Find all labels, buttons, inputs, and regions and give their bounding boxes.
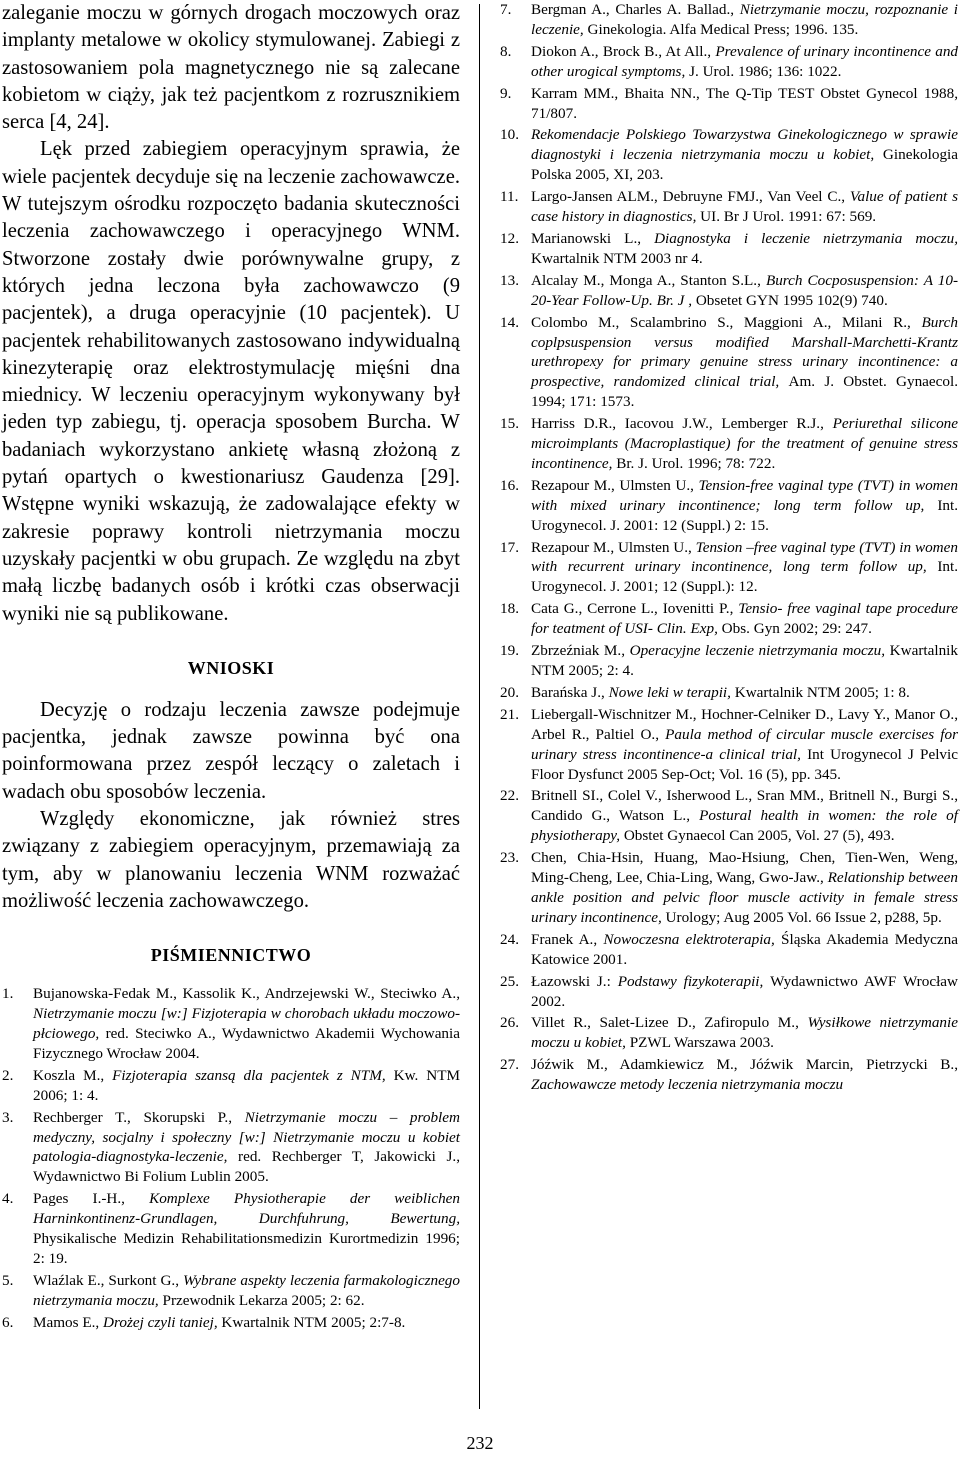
reference-source: Kwartalnik NTM 2005; 1: 8. (734, 683, 910, 701)
reference-item (500, 476, 958, 536)
reference-title: Paula method of circular muscle exercises for urinary stress incontinence-a clinical trial, (531, 725, 958, 763)
reference-title: Burch coplpsuspension versus modified Marshall-Marchetti-Krantz urethropexy for primary genuine stress urinary incontinence: a prospective, randomized clinical trial, (531, 313, 958, 391)
reference-source: Obstet Gynaecol Can 2005, Vol. 27 (5), 493. (623, 827, 895, 845)
reference-number: 24. (500, 930, 519, 948)
reference-title: Operacyjne leczenie nietrzymania moczu, (629, 642, 890, 660)
references-heading: PIŚMIENNICTWO (150, 945, 312, 966)
reference-number: 2. (2, 1066, 14, 1084)
reference-source: The Q-Tip TEST Obstet Gynecol 1988, 71/807. (531, 84, 958, 122)
reference-item (500, 705, 958, 785)
reference-item (500, 972, 958, 1012)
reference-source: UI. Br J Urol. 1991: 67: 569. (700, 208, 877, 226)
reference-number: 27. (500, 1056, 519, 1074)
reference-number: 26. (500, 1014, 519, 1032)
reference-authors: Łazowski J.: (531, 972, 618, 990)
reference-authors: Bergman A., Charles A. Ballad., (531, 1, 740, 18)
reference-number: 21. (500, 705, 519, 723)
reference-item (500, 1013, 958, 1053)
reference-number: 18. (500, 600, 519, 618)
reference-number: 4. (2, 1190, 14, 1208)
reference-item (500, 414, 958, 474)
reference-source: Kwartalnik NTM 2005; 2: 4. (531, 642, 958, 679)
reference-title: Diagnostyka i leczenie nietrzymania moczu, (654, 229, 958, 247)
reference-item (2, 1108, 460, 1188)
reference-title: Rekomendacje Polskiego Towarzystwa Ginekologicznego w sprawie diagnostyki i leczenia nietrzymania moczu u kobiet, (531, 126, 958, 164)
reference-source: Śląska Akademia Medyczna Katowice 2001. (531, 930, 958, 968)
reference-authors: Zbrzeźniak M., (531, 642, 630, 660)
reference-authors: Pages I.-H., (33, 1190, 150, 1208)
reference-item (500, 1055, 958, 1095)
reference-title: Nietrzymanie moczu, rozpoznanie i leczenie, (531, 1, 958, 38)
reference-title: Wybrane aspekty leczenia farmakologicznego nietrzymania moczu, (33, 1271, 460, 1309)
reference-item (2, 1313, 460, 1333)
reference-authors: Bujanowska-Fedak M., Kassolik K., Andrzejewski W., Steciwko A., (33, 985, 460, 1003)
reference-source: J. Urol. 1986; 136: 1022. (689, 62, 842, 80)
reference-title: Tension –free vaginal type (TVT) in women with recurrent urinary incontinence, long term follow up, (531, 538, 958, 576)
reference-authors: Britnell SI., Colel V., Isherwood L., Sran MM., Britnell N., Burgi S., Candido G., Watson L., (531, 787, 958, 825)
reference-item (500, 84, 958, 124)
reference-authors: Barańska J., (531, 683, 609, 701)
reference-title: Zachowawcze metody leczenia nietrzymania moczu (531, 1076, 844, 1094)
reference-source: Int. Urogynecol. J. 2001; 12 (Suppl.): 12. (531, 558, 958, 596)
reference-source: Ginekologia Polska 2005, XI, 203. (531, 146, 958, 184)
reference-authors: Alcalay M., Monga A., Stanton S.L., (531, 271, 766, 289)
reference-authors: Diokon A., Brock B., At All., (531, 42, 716, 60)
reference-title: Nowe leki w terapii, (608, 683, 735, 701)
reference-title: Tension-free vaginal type (TVT) in women with mixed urinary incontinence; long term follow up, (531, 476, 958, 514)
reference-title: Wysiłkowe nietrzymanie moczu u kobiet, (531, 1014, 958, 1052)
reference-title: Fizjoterapia szansą dla pacjentek z NTM, (112, 1066, 394, 1084)
reference-number: 8. (500, 42, 512, 60)
reference-item (2, 1066, 460, 1106)
reference-number: 11. (500, 188, 519, 206)
reference-number: 10. (500, 126, 519, 144)
body-paragraph: Lęk przed zabiegiem operacyjnym sprawia, że wiele pacjentek decyduje się na leczenie zachowawcze. W tutejszym ośrodku rozpoczęto badania skuteczności leczenia zachowawczego i operacyjnego WNM. Stworzone zostały dwie porównywalne grupy, z których jedna leczona była zachowawczo (9 pacjentek), a druga operacyjnie (10 pacjentek). U pacjentek rehabilitowanych zastosowano indywidualną kinezyterapię oraz elektrostymulację mięśni dna miednicy. W leczeniu operacyjnym wykonywany był jeden typ zabiegu, tj. operacja sposobem Burcha. W badaniach wykorzystano ankietę własną złożoną z pytań opartych o kwestionariusz Gaudenza [29]. Wstępne wyniki wskazują, że zadowalające efekty w zakresie poprawy kontroli nietrzymania moczu uzyskały pacjentki w obu grupach. Ze względu na zbyt małą liczbę badanych osób i krótki czas obserwacji wyniki nie są publikowane. (2, 138, 460, 625)
reference-authors: Harriss D.R., Iacovou J.W., Lemberger R.J., (531, 415, 833, 433)
reference-authors: Colombo M., Scalambrino S., Maggioni A., Milani R., (531, 313, 922, 331)
reference-authors: Karram MM., Bhaita NN., (531, 84, 706, 102)
references-list-right (500, 0, 958, 1095)
reference-authors: Franek A., (531, 930, 604, 948)
reference-title: Postural health in women: the role of physiotherapy, (531, 807, 958, 845)
reference-authors: Jóźwik M., Adamkiewicz M., Jóźwik Marcin, Pietrzycki B., (531, 1056, 958, 1074)
reference-number: 7. (500, 1, 512, 18)
reference-item (500, 930, 958, 970)
conclusions-heading: WNIOSKI (187, 657, 275, 678)
reference-number: 13. (500, 271, 519, 289)
reference-number: 19. (500, 642, 519, 660)
reference-item (500, 599, 958, 639)
reference-source: Przewodnik Lekarza 2005; 2: 62. (162, 1291, 365, 1309)
reference-item (500, 683, 958, 703)
reference-number: 15. (500, 415, 519, 433)
reference-source: Physikalische Medizin Rehabilitationsmedizin Kurortmedizin 1996; 2: 19. (33, 1230, 460, 1267)
reference-number: 3. (2, 1108, 14, 1126)
reference-title: Drożej czyli taniej, (103, 1313, 222, 1331)
reference-title: Nietrzymanie moczu – problem medyczny, socjalny i społeczny [w:] Nietrzymanie moczu u kobiet patologia-diagnostyka-leczenie, (33, 1108, 460, 1166)
reference-item (500, 641, 958, 681)
reference-title: Periurethal silicone microimplants (Macroplastique) for the treatment of genuine stress incontinence, (531, 415, 959, 472)
reference-item (500, 848, 958, 928)
reference-source: Obs. Gyn 2002; 29: 247. (721, 620, 872, 638)
reference-authors: Rechberger T., Skorupski P., (33, 1108, 245, 1126)
reference-title: Podstawy fizykoterapii, (617, 972, 771, 990)
reference-number: 23. (500, 849, 519, 867)
reference-title: Nowoczesna elektroterapia, (603, 930, 782, 948)
reference-authors: Marianowski L., (531, 229, 655, 247)
reference-source: red. Steciwko A., Wydawnictwo Akademii Wychowania Fizycznego Wrocław 2004. (33, 1025, 460, 1062)
reference-number: 20. (500, 683, 519, 701)
reference-item (2, 984, 460, 1064)
reference-source: Kwartalnik NTM 2005; 2:7-8. (221, 1313, 406, 1331)
reference-source: PZWL Warszawa 2003. (629, 1034, 774, 1052)
reference-authors: Largo-Jansen ALM., Debruyne FMJ., Van Veel C., (531, 188, 850, 206)
reference-source: Kw. NTM 2006; 1: 4. (33, 1066, 461, 1104)
reference-authors: Cata G., Cerrone L., Iovenitti P., (531, 600, 739, 618)
reference-authors: Chen, Chia-Hsin, Huang, Mao-Hsiung, Chen, Tien-Wen, Weng, Ming-Cheng, Lee, Chia-Ling, Wang, Gwo-Jaw., (531, 849, 958, 887)
reference-authors: Mamos E., (33, 1313, 104, 1331)
reference-item (500, 125, 958, 185)
right-column (500, 0, 958, 1097)
body-paragraph: zaleganie moczu w górnych drogach moczowych oraz implanty metalowe w okolicy stymulowanej. Zabiegi z zastosowaniem pola magnetycznego nie są zalecane kobietom w ciąży, jak też pacjentkom z rozrusznikiem serca [4, 24]. (2, 2, 460, 134)
reference-number: 22. (500, 787, 519, 805)
reference-title: Value of patient s case history in diagnostics, (531, 188, 958, 226)
reference-item (500, 0, 958, 40)
reference-source: Int. Urogynecol. J. 2001: 12 (Suppl.) 2: 15. (531, 496, 958, 534)
reference-authors: Rezapour M., Ulmsten U., (531, 476, 699, 494)
reference-item (500, 538, 958, 598)
reference-item (500, 786, 958, 846)
reference-number: 25. (500, 972, 519, 990)
reference-number: 1. (2, 985, 14, 1003)
reference-number: 14. (500, 313, 519, 331)
reference-source: Br. J. Urol. 1996; 78: 722. (616, 454, 776, 472)
reference-source: Urology; Aug 2005 Vol. 66 Issue 2, p288, 5p. (665, 908, 942, 926)
reference-source: Kwartalnik NTM 2003 nr 4. (531, 249, 703, 267)
reference-number: 16. (500, 476, 519, 494)
reference-title: Burch Cocposuspension: A 10-20-Year Follow-Up. Br. J , (531, 271, 958, 309)
column-divider (479, 4, 480, 1409)
reference-number: 9. (500, 84, 512, 102)
reference-number: 6. (2, 1313, 14, 1331)
reference-item (500, 187, 958, 227)
reference-title: Prevalence of urinary incontinence and other urogical symptoms, (531, 42, 959, 80)
reference-title: Tensio- free vaginal tape procedure for teatment of USI- Clin. Exp, (531, 600, 958, 638)
reference-authors: Rezapour M., Ulmsten U., (531, 538, 696, 556)
reference-item (2, 1271, 460, 1311)
reference-item (500, 271, 958, 311)
reference-number: 5. (2, 1271, 14, 1289)
left-column (2, 0, 460, 1335)
conclusion-paragraph: Decyzję o rodzaju leczenia zawsze podejmuje pacjentka, jednak zawsze powinna być ona poinformowana przez zespół leczący o zaletach i wadach obu sposobów leczenia. (2, 698, 460, 803)
reference-item (500, 229, 958, 269)
reference-source: Int Urogynecol J Pelvic Floor Dysfunct 2005 Sep-Oct; Vol. 16 (5), pp. 345. (531, 745, 958, 783)
reference-item (2, 1189, 460, 1269)
reference-source: Am. J. Obstet. Gynaecol. 1994; 171: 1573. (531, 373, 958, 411)
reference-authors: Liebergall-Wischnitzer M., Hochner-Celniker D., Lavy Y., Manor O., Arbel R., Paltiel O., (531, 705, 958, 743)
reference-authors: Koszla M., (33, 1066, 113, 1084)
reference-number: 17. (500, 538, 519, 556)
conclusion-paragraph: Względy ekonomiczne, jak również stres związany z zabiegiem operacyjnym, przemawiają za tym, aby w planowaniu leczenia WNM rozważać możliwość leczenia zachowawczego. (2, 808, 460, 912)
reference-authors: Villet R., Salet-Lizee D., Zafiropulo M., (531, 1014, 808, 1032)
reference-item (500, 42, 958, 82)
reference-authors: Wlaźlak E., Surkont G., (33, 1271, 183, 1289)
reference-title: Nietrzymanie moczu [w:] Fizjoterapia w chorobach układu moczowo-płciowego, (33, 1005, 460, 1043)
reference-title: Relationship between ankle position and pelvic floor muscle activity in female stress urinary incontinence, (531, 869, 958, 926)
reference-source: Ginekologia. Alfa Medical Press; 1996. 135. (587, 20, 859, 38)
reference-source: Wydawnictwo AWF Wrocław 2002. (531, 972, 958, 1010)
page-number: 232 (466, 1433, 494, 1453)
reference-title: Komplexe Physiotherapie der weiblichen Harninkontinenz-Grundlagen, Durchfuhrung, Bewertung, (33, 1190, 461, 1228)
reference-source: Obsetet GYN 1995 102(9) 740. (695, 291, 888, 309)
reference-item (500, 313, 958, 413)
reference-source: red. Rechberger T, Jakowicki J., Wydawnictwo Bi Folium Lublin 2005. (33, 1148, 460, 1186)
reference-number: 12. (500, 229, 519, 247)
references-list-left (2, 984, 460, 1332)
